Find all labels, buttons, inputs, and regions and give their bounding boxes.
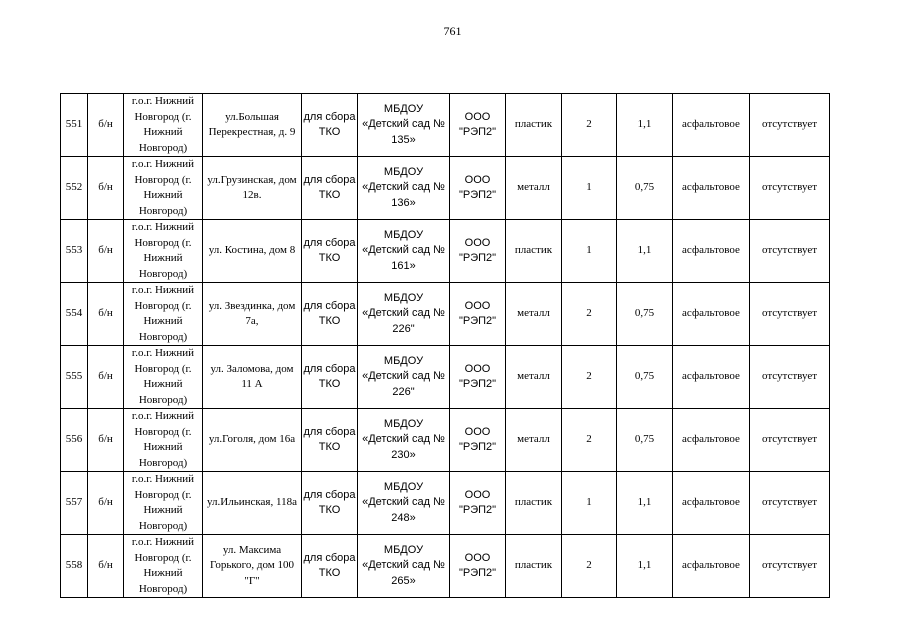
cell-number: 555 [61,346,88,409]
cell-operator: ООО "РЭП2" [450,157,506,220]
cell-surface: асфальтовое [673,157,750,220]
cell-number: 556 [61,409,88,472]
cell-surface: асфальтовое [673,472,750,535]
cell-address: ул. Максима Горького, дом 100 "Г" [203,535,302,598]
cell-material: пластик [506,472,562,535]
cell-purpose: для сбора ТКО [302,94,358,157]
cell-owner: МБДОУ «Детский сад № 230» [358,409,450,472]
cell-owner: МБДОУ «Детский сад № 161» [358,220,450,283]
cell-address: ул. Заломова, дом 11 А [203,346,302,409]
cell-settlement: г.о.г. Нижний Новгород (г. Нижний Новгород) [124,346,203,409]
cell-count: 2 [562,409,617,472]
cell-registry-id: б/н [88,535,124,598]
table-row [61,94,830,157]
cell-owner: МБДОУ «Детский сад № 226" [358,346,450,409]
cell-count: 1 [562,157,617,220]
table-row [61,346,830,409]
table-row [61,157,830,220]
table-row [61,535,830,598]
cell-settlement: г.о.г. Нижний Новгород (г. Нижний Новгород) [124,220,203,283]
cell-surface: асфальтовое [673,535,750,598]
cell-owner: МБДОУ «Детский сад № 136» [358,157,450,220]
registry-table [60,93,830,598]
cell-purpose: для сбора ТКО [302,346,358,409]
cell-purpose: для сбора ТКО [302,283,358,346]
cell-purpose: для сбора ТКО [302,157,358,220]
cell-volume: 0,75 [617,409,673,472]
cell-material: пластик [506,220,562,283]
cell-address: ул. Звездинка, дом 7а, [203,283,302,346]
cell-purpose: для сбора ТКО [302,220,358,283]
cell-settlement: г.о.г. Нижний Новгород (г. Нижний Новгород) [124,472,203,535]
cell-registry-id: б/н [88,346,124,409]
cell-fence: отсутствует [750,346,830,409]
cell-volume: 0,75 [617,283,673,346]
cell-address: ул. Костина, дом 8 [203,220,302,283]
cell-number: 557 [61,472,88,535]
table-row [61,220,830,283]
cell-settlement: г.о.г. Нижний Новгород (г. Нижний Новгород) [124,157,203,220]
cell-operator: ООО "РЭП2" [450,283,506,346]
cell-surface: асфальтовое [673,283,750,346]
cell-purpose: для сбора ТКО [302,535,358,598]
cell-owner: МБДОУ «Детский сад № 265» [358,535,450,598]
cell-volume: 1,1 [617,220,673,283]
cell-owner: МБДОУ «Детский сад № 248» [358,472,450,535]
cell-material: металл [506,409,562,472]
cell-material: пластик [506,94,562,157]
cell-registry-id: б/н [88,220,124,283]
cell-operator: ООО "РЭП2" [450,220,506,283]
cell-volume: 1,1 [617,535,673,598]
cell-owner: МБДОУ «Детский сад № 226" [358,283,450,346]
cell-operator: ООО "РЭП2" [450,472,506,535]
table-row [61,409,830,472]
cell-number: 554 [61,283,88,346]
cell-material: металл [506,346,562,409]
cell-operator: ООО "РЭП2" [450,409,506,472]
cell-material: металл [506,283,562,346]
cell-count: 2 [562,535,617,598]
cell-fence: отсутствует [750,472,830,535]
cell-registry-id: б/н [88,283,124,346]
cell-fence: отсутствует [750,409,830,472]
cell-address: ул.Гоголя, дом 16а [203,409,302,472]
cell-volume: 1,1 [617,94,673,157]
cell-address: ул.Большая Перекрестная, д. 9 [203,94,302,157]
cell-registry-id: б/н [88,94,124,157]
cell-material: пластик [506,535,562,598]
cell-operator: ООО "РЭП2" [450,346,506,409]
cell-settlement: г.о.г. Нижний Новгород (г. Нижний Новгород) [124,94,203,157]
cell-fence: отсутствует [750,283,830,346]
table-body [61,94,830,598]
cell-settlement: г.о.г. Нижний Новгород (г. Нижний Новгород) [124,409,203,472]
cell-surface: асфальтовое [673,220,750,283]
cell-count: 1 [562,220,617,283]
cell-surface: асфальтовое [673,94,750,157]
cell-purpose: для сбора ТКО [302,472,358,535]
cell-settlement: г.о.г. Нижний Новгород (г. Нижний Новгород) [124,283,203,346]
cell-surface: асфальтовое [673,346,750,409]
cell-address: ул.Грузинская, дом 12в. [203,157,302,220]
cell-settlement: г.о.г. Нижний Новгород (г. Нижний Новгород) [124,535,203,598]
cell-fence: отсутствует [750,535,830,598]
cell-registry-id: б/н [88,472,124,535]
cell-registry-id: б/н [88,409,124,472]
cell-number: 552 [61,157,88,220]
cell-count: 2 [562,346,617,409]
table-row [61,283,830,346]
table-row [61,472,830,535]
cell-count: 2 [562,94,617,157]
cell-count: 1 [562,472,617,535]
cell-volume: 0,75 [617,346,673,409]
cell-purpose: для сбора ТКО [302,409,358,472]
cell-surface: асфальтовое [673,409,750,472]
cell-operator: ООО "РЭП2" [450,535,506,598]
cell-owner: МБДОУ «Детский сад № 135» [358,94,450,157]
cell-volume: 1,1 [617,472,673,535]
cell-fence: отсутствует [750,94,830,157]
cell-volume: 0,75 [617,157,673,220]
page-number: 761 [443,24,462,38]
cell-number: 551 [61,94,88,157]
cell-fence: отсутствует [750,220,830,283]
cell-number: 558 [61,535,88,598]
cell-material: металл [506,157,562,220]
cell-count: 2 [562,283,617,346]
cell-address: ул.Ильинская, 118а [203,472,302,535]
cell-number: 553 [61,220,88,283]
cell-fence: отсутствует [750,157,830,220]
cell-operator: ООО "РЭП2" [450,94,506,157]
cell-registry-id: б/н [88,157,124,220]
